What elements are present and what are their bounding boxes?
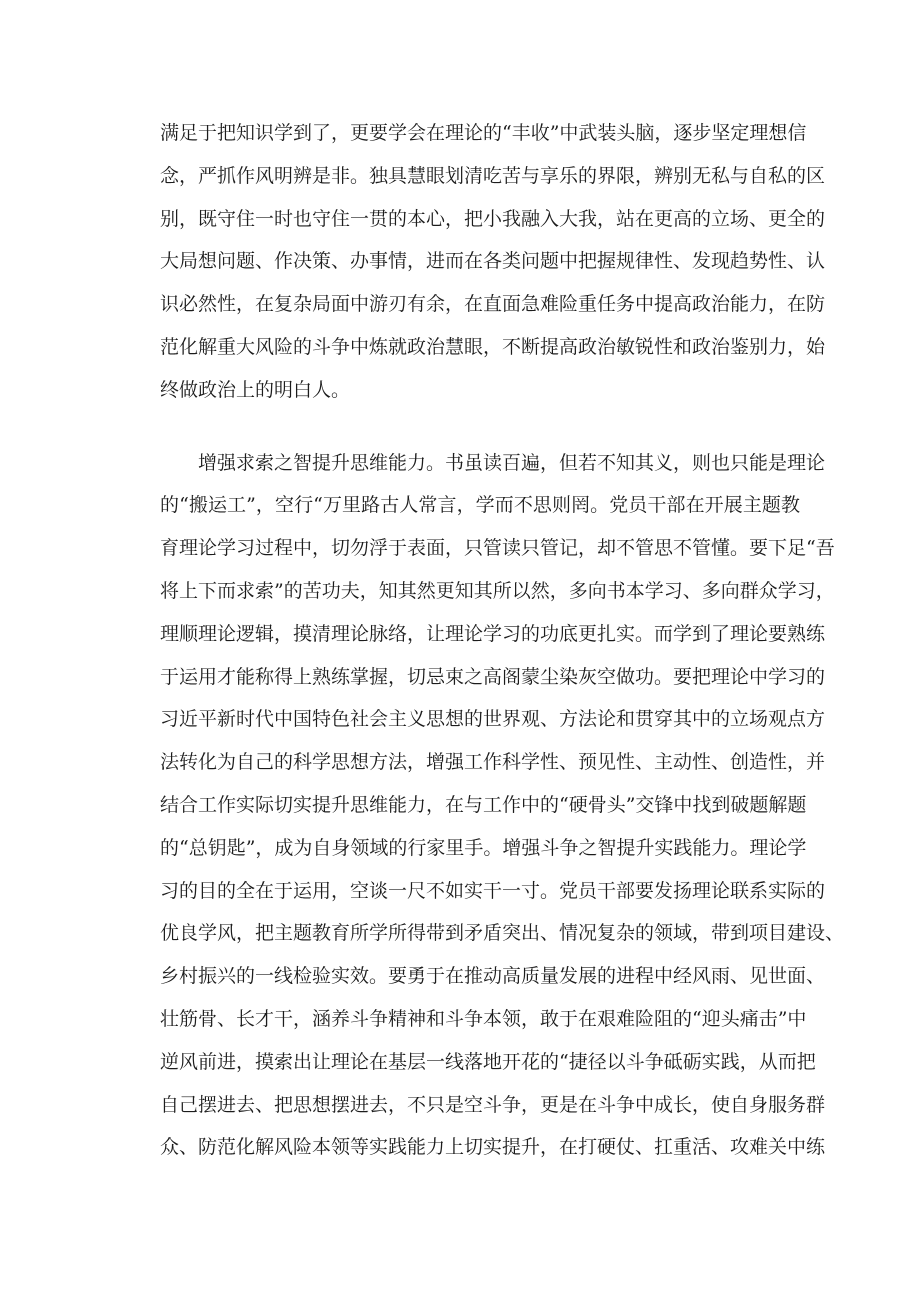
- paragraph-spacer: [160, 412, 800, 442]
- text-line: 众、防范化解风险本领等实践能力上切实提升，在打硬仗、扛重活、攻难关中练: [160, 1136, 826, 1159]
- text-line: 习的目的全在于运用，空谈一尺不如实干一寸。党员干部要发扬理论联系实际的: [160, 879, 826, 902]
- text-line: 育理论学习过程中，切勿浮于表面，只管读只管记，却不管思不管懂。要下足“吾: [160, 537, 835, 560]
- text-line: 别，既守住一时也守住一贯的本心，把小我融入大我，站在更高的立场、更全的: [160, 207, 826, 230]
- text-line: 念，严抓作风明辨是非。独具慧眼划清吃苦与享乐的界限，辨别无私与自私的区: [160, 164, 826, 187]
- text-line: 法转化为自己的科学思想方法，增强工作科学性、预见性、主动性、创造性，并: [160, 751, 826, 774]
- paragraph-2: [160, 442, 845, 1170]
- text-line: 满足于把知识学到了，更要学会在理论的“丰收”中武装头脑，逐步坚定理想信: [160, 122, 807, 144]
- text-line: 将上下而求索”的苦功夫，知其然更知其所以然，多向书本学习、多向群众学习，: [160, 579, 835, 602]
- text-line: 自己摆进去、把思想摆进去，不只是空斗争，更是在斗争中成长，使自身服务群: [160, 1093, 826, 1116]
- text-line: 大局想问题、作决策、办事情，进而在各类问题中把握规律性、发现趋势性、认: [160, 250, 826, 273]
- text-line: 理顺理论逻辑，摸清理论脉络，让理论学习的功底更扎实。而学到了理论要熟练: [160, 622, 826, 645]
- paragraph-1: [160, 112, 826, 412]
- text-line: 范化解重大风险的斗争中炼就政治慧眼，不断提高政治敏锐性和政治鉴别力，始: [160, 335, 826, 358]
- text-line: 优良学风，把主题教育所学所得带到矛盾突出、情况复杂的领域，带到项目建设、: [160, 922, 845, 945]
- text-line: 结合工作实际切实提升思维能力，在与工作中的“硬骨头”交锋中找到破题解题: [160, 793, 807, 816]
- text-line: 于运用才能称得上熟练掌握，切忌束之高阁蒙尘染灰空做功。要把理论中学习的: [160, 665, 826, 688]
- body-text: [160, 112, 845, 1169]
- text-line: 习近平新时代中国特色社会主义思想的世界观、方法论和贯穿其中的立场观点方: [160, 708, 826, 731]
- text-line: 增强求索之智提升思维能力。书虽读百遍，但若不知其义，则也只能是理论: [198, 451, 826, 474]
- text-line: 乡村振兴的一线检验实效。要勇于在推动高质量发展的进程中经风雨、见世面、: [160, 965, 826, 988]
- text-line: 识必然性，在复杂局面中游刃有余，在直面急难险重任务中提高政治能力，在防: [160, 293, 826, 316]
- text-line: 终做政治上的明白人。: [160, 378, 351, 401]
- text-line: 的“搬运工”，空行“万里路古人常言，学而不思则罔。党员干部在开展主题教: [160, 494, 800, 517]
- text-line: 壮筋骨、长才干，涵养斗争精神和斗争本领，敢于在艰难险阻的“迎头痛击”中: [160, 1007, 807, 1030]
- text-line: 逆风前进，摸索出让理论在基层一线落地开花的“捷径以斗争砥砺实践，从而把: [160, 1050, 816, 1073]
- text-line: 的“总钥匙”，成为自身领域的行家里手。增强斗争之智提升实践能力。理论学: [160, 836, 807, 859]
